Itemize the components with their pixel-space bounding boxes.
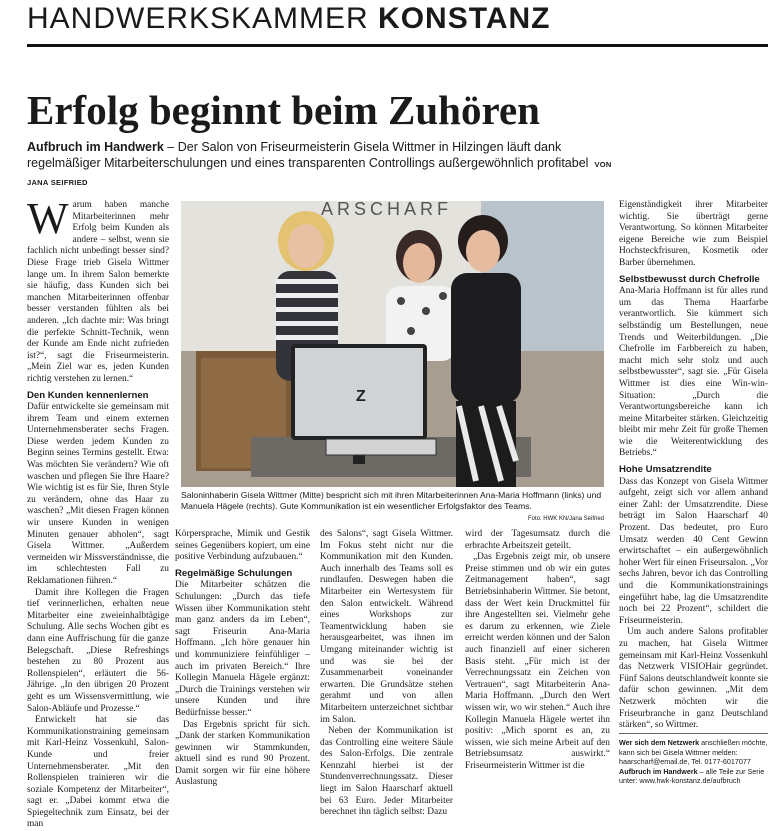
paragraph: Ana-Maria Hoffmann ist für alles rund um das Thema Haarfarbe verantwortlich. Sie kümmert sich selbständig um Bestellungen, neue Trends und Weiterbildungen. „Die Chefrolle im Farbbereich zu haben, macht mich sehr stolz und auch selbstbewusster“, sagt sie. „Für Gisela Wittmer ist dies eine Win-win-Situation: „Durch die Verantwortungsbereiche kann ich meine Mitarbeiter stärken. Gleichzeitig bleibt mir mehr Zeit für große Themen wie die Weiterentwicklung des Betriebs.“ — [619, 286, 768, 459]
paragraph: wird der Tagesumsatz durch die erbrachte Arbeitszeit geteilt. — [465, 529, 610, 551]
footer-series: Aufbruch im Handwerk — [619, 766, 698, 776]
photo-illustration — [181, 201, 604, 487]
footer-series-link: – alle Teile zur Serie unter: www.hwk-konstanz.de/aufbruch — [619, 766, 765, 786]
photo-caption — [181, 490, 604, 525]
masthead — [27, 2, 550, 36]
footer-note — [619, 738, 768, 786]
paragraph: Entwickelt hat sie das Kommunikationstraining gemeinsam mit Karl-Heinz Vossenkuhl, Salon-Kunde und freier Unternehmensberater. „Mit den Rollenspielen trainieren wir die soziale Kompetenz der Mitarbeiter“, sagt er. „Dabei kommt etwa die Spiegeltechnik zum Einsatz, bei der man — [27, 715, 169, 830]
subheading: Hohe Umsatzrendite — [619, 464, 712, 476]
column-1 — [27, 194, 169, 830]
paragraph: Das Ergebnis spricht für sich. „Dank der starken Kommunikation gewinnen wir Stammkunden, aktuell sind es rund 90 Prozent. Damit sorgen wir für eine höhere Auslastung — [175, 719, 310, 788]
footer-lead: Wer sich dem Netzwerk — [619, 738, 700, 747]
subtitle-kicker: Aufbruch im Handwerk — [27, 140, 164, 154]
subheading: Selbstbewusst durch Chefrolle — [619, 273, 760, 285]
subheading: Den Kunden kennenlernen — [27, 389, 149, 401]
monitor-logo: Z — [356, 388, 366, 405]
byline: VON JANA SEIFRIED — [27, 160, 612, 187]
paragraph: des Salons“, sagt Gisela Wittmer. Im Fokus steht nicht nur die Kommunikation mit den Kunden. Auch innerhalb des Teams soll es rundlaufen. Deswegen haben die Mitarbeiter ein Wertesystem für den Salon entwickelt. Während eines Workshops zur Teamentwicklung haben sie herausgearbeitet, was ihnen im Umgang miteinander wichtig ist und was sie bei der Zusammenarbeit voneinander erwarten. Die Grundsätze stehen gerahmt und von allen Mitarbeitern unterzeichnet sichtbar im Salon. — [320, 529, 453, 725]
salon-sign: ARSCHARF — [321, 199, 453, 219]
paragraph: Neben der Kommunikation ist das Controlling eine weitere Säule des Salon-Erfolgs. Die zentrale Kennzahl hierbei ist der Stundenverrechnungssatz. Dieser liegt im Salon Haarscharf aktuell bei 63 Euro. Jeder Mitarbeiter berechnet ihn täglich selbst: Dazu — [320, 726, 453, 818]
column-3 — [320, 529, 453, 818]
drop-cap: W — [27, 194, 69, 243]
paragraph: Warum haben manche Mitarbeiterinnen mehr Erfolg beim Kunden als andere – selbst, wenn sie fachlich nicht unbedingt besser sind? Diese Frage trieb Gisela Wittmer lange um. In ihrem Salon bemerkte sie häufig, dass Kunden sich bei manchen Mitarbeiterinnen offenbar besser verstanden fühlten als bei anderen. „Ich dachte mir: Was bringt die perfekte Schnitt-Technik, wenn der Kunde am Ende nicht zufrieden ist?“, sagt die Friseurmeisterin. „Mein Ziel war es, jeden Kunden richtig verstehen zu lernen.“ — [27, 194, 169, 384]
column-4 — [465, 529, 610, 771]
paragraph: Die Mitarbeiter schätzen die Schulungen: „Durch das tiefe Wissen über Kommunikation steht man ganz anders da im Leben“, sagt Friseurin Ana-Maria Hoffmann. „Ich höre genauer hin und kommuniziere feinfühliger – auch im privaten Bereich.“ Ihre Kollegin Manuela Hägele ergänzt: „Durch die Trainings verstehen wir unsere Kunden und ihre Bedürfnisse besser.“ — [175, 580, 310, 718]
column-2 — [175, 529, 310, 788]
paragraph: Körpersprache, Mimik und Gestik seines Gegenübers kopiert, um eine positive Verbindung aufzubauen.“ — [175, 529, 310, 563]
paragraph: Um auch andere Salons profitabler zu machen, hat Gisela Wittmer gemeinsam mit Karl-Heinz Vossenkuhl das Netzwerk VISIOHair gegründet. Fünf Salons deutschlandweit konnte sie dafür schon gewinnen. „Mit dem Netzwerk möchten wir die Friseurbranche in ganz Deutschland stärken“, so Wittmer. — [619, 627, 768, 731]
caption-text: Saloninhaberin Gisela Wittmer (Mitte) bespricht sich mit ihren Mitarbeiterinnen Ana-Maria Hoffmann (links) und Manuela Hägele (rechts). Gute Kommunikation ist ein wesentlicher Erfolgsfaktor des Teams. — [181, 490, 602, 511]
paragraph: „Das Ergebnis zeigt mir, ob unsere Preise stimmen und ob wir ein gutes Zeitmanagement haben“, sagt Betriebsinhaberin Wittmer. Sie betont, dass der Wert kein Druckmittel für ihre Angestellten sei. Vielmehr gehe es darum zu erkennen, wie Ziele erreicht werden können und der Salon auch finanziell auf einer sicheren Basis steht. „Für mich ist der Verrechnungssatz ein Zeichen von Vertrauen“, sagt Mitarbeiterin Ana-Maria Hoffmann. „Durch den Wert wissen wir, wo wir stehen.“ Auch ihre Kollegin Manuela Hägele wertet ihn positiv: „Mich spornt es an, zu wissen, wie sich meine Arbeit auf den Betriebsumsatz auswirkt.“ Friseurmeisterin Wittmer ist die — [465, 552, 610, 771]
masthead-bold: KONSTANZ — [378, 2, 551, 35]
subheading: Regelmäßige Schulungen — [175, 567, 293, 579]
masthead-light: HANDWERKSKAMMER — [27, 2, 369, 35]
headline: Erfolg beginnt beim Zuhören — [27, 87, 540, 133]
subtitle — [27, 139, 627, 191]
article-photo — [181, 201, 604, 487]
paragraph: Dafür entwickelte sie gemeinsam mit ihrem Team und einem externen Unternehmensberater sechs Fragen. Diese werden jedem Kunden zu Beginn seines Termins gestellt. Etwa: Was möchten Sie verändern? Wie oft waschen und pflegen Sie Ihre Haare? Wie wichtig ist es für Sie, Ihren Style zu verändern, ohne das Haar zu waschen? „Mit diesen Fragen können wir unsere Kunden in wenigen Minuten genauer abholen“, sagt Gisela Wittmer. „Außerdem vermeiden wir Missverständnisse, die im schlechtesten Fall zu Reklamationen führen.“ — [27, 402, 169, 586]
masthead-rule — [27, 44, 768, 47]
paragraph: Eigenständigkeit ihrer Mitarbeiter wichtig. Sie überträgt gerne Verantwortung. So können Mitarbeiter eigene Bereiche wie zum Beispiel Hochsteckfrisuren, Kosmetik oder Barber übernehmen. — [619, 200, 768, 268]
column-5 — [619, 200, 768, 730]
subtitle-text: – Der Salon von Friseurmeisterin Gisela Wittmer in Hilzingen läuft dank regelmäßiger Mitarbeiterschulungen und eines transparenten Controllings außergewöhnlich profitabel — [27, 140, 589, 170]
paragraph: Dass das Konzept von Gisela Wittmer aufgeht, zeigt sich vor allem anhand einer Zahl: der Umsatzrendite. Diese beträgt im Salon Haarscharf 40 Prozent. Das bedeutet, pro Euro Umsatz werden 40 Cent Gewinn erwirtschaftet – ein außergewöhnlich hoher Wert für einen Friseursalon. „Vor sechs Jahren, bevor ich das Controlling und die Kommunikationstrainings eingeführt habe, lag die Umsatzrendite noch bei 22 Prozent“, schildert die Friseurmeisterin. — [619, 476, 768, 626]
photo-credit: Foto: HWK KN/Jana Seifried — [527, 516, 604, 522]
footer-rule — [619, 733, 768, 734]
footer-contact: anschließen möchte, kann sich bei Gisela Wittmer melden: haarscharf@email.de, Tel. 0177-6017077 — [619, 738, 768, 767]
paragraph: Damit ihre Kollegen die Fragen tief verinnerlichen, erhalten neue Mitarbeiter eine zweieinhalbtägige Schulung. Alle sechs Wochen gibt es dann eine Auffrischung für die ganze Belegschaft. „Diese Refreshings bestehen zu 80 Prozent aus Rollenspielen“, erläutert die 56-Jährige. „In den übrigen 20 Prozent geht es um Wissensvermittlung, wie Salon-Abläufe und Prozesse.“ — [27, 587, 169, 714]
